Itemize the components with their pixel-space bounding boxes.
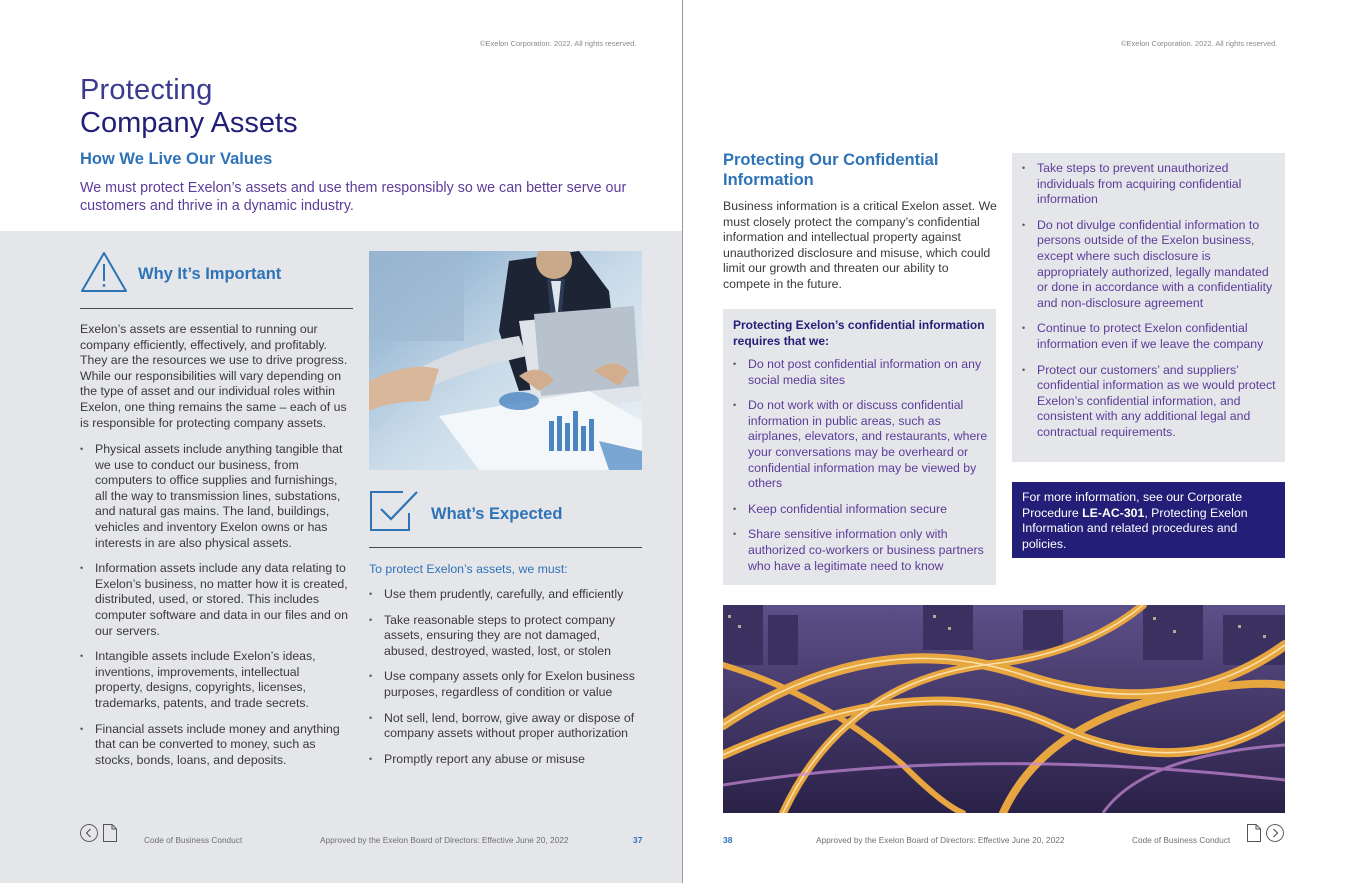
list-item: • Physical assets include anything tangible that we use to conduct our business, from computers to office supplies and furnishings, all the way to transmission lines, substations, and natural gas mains. The land, buildings, vehicles and inventory Exelon owns or has interests in are also physical assets. [80, 442, 350, 551]
requirements-lead: Protecting Exelon’s confidential information requires that we: [733, 318, 985, 348]
footer-approval: Approved by the Exelon Board of Directors: Effective June 20, 2022 [816, 835, 1065, 845]
list-item: • Do not divulge confidential information to persons outside of the Exelon business, except where such disclosure is appropriately authorized, legally mandated or done in accordance with a confidentiality and non-disclosure agreement [1022, 218, 1277, 312]
why-important-paragraph: Exelon’s assets are essential to running our company efficiently, effectively, and profitably. They are the resources we use to drive progress. While our responsibilities will vary depending on the type of asset and our individual roles within Exelon, one thing remains the same – each of us is responsible for protecting company assets. [80, 322, 348, 430]
list-item: • Promptly report any abuse or misuse [369, 752, 644, 768]
requirements-list [733, 357, 988, 584]
confidential-heading: Protecting Our Confidential Information [723, 151, 939, 189]
warning-icon [80, 250, 128, 294]
divider [80, 308, 353, 309]
list-item: • Not sell, lend, borrow, give away or dispose of company assets without proper authorization [369, 711, 644, 742]
list-item: • Use them prudently, carefully, and efficiently [369, 587, 644, 603]
section-subheading: How We Live Our Values [80, 150, 273, 168]
checkbox-icon [369, 489, 419, 533]
procedure-code[interactable]: LE-AC-301 [1082, 505, 1145, 520]
business-meeting-photo [369, 251, 642, 470]
requirements-list-continued [1022, 161, 1277, 451]
more-info-post: , Protecting Exelon Information and related procedures and policies. [1022, 505, 1248, 551]
list-item: • Do not work with or discuss confidential information in public areas, such as airplanes, elevators, and restaurants, where your conversations may be overheard or confidential information may be viewed by others [733, 398, 988, 492]
page-number: 38 [723, 835, 733, 845]
list-item: • Use company assets only for Exelon business purposes, regardless of condition or value [369, 669, 644, 700]
page-number: 37 [633, 835, 643, 845]
document-icon[interactable] [103, 824, 117, 842]
page-title-line1: Protecting [80, 74, 213, 106]
more-info-text [1022, 490, 1277, 552]
page-title-line2: Company Assets [80, 107, 298, 139]
whats-expected-heading: What’s Expected [431, 505, 563, 523]
confidential-paragraph: Business information is a critical Exelon asset. We must closely protect the company’s confidential information and intellectual property against unauthorized disclosure and misuse, which could limit our growth and threaten our ability to compete in the future. [723, 199, 997, 291]
intro-statement: We must protect Exelon’s assets and use them responsibly so we can better serve our customers and thrive in a dynamic industry. [80, 180, 627, 214]
why-important-heading: Why It’s Important [138, 265, 282, 283]
footer-doc-name: Code of Business Conduct [144, 835, 243, 845]
list-item: • Financial assets include money and anything that can be converted to money, such as stocks, bonds, loans, and deposits. [80, 722, 350, 769]
list-item: • Keep confidential information secure [733, 502, 988, 518]
divider [369, 547, 642, 548]
expectations-list [369, 587, 644, 777]
list-item: • Intangible assets include Exelon’s ideas, inventions, improvements, intellectual property, designs, copyrights, licenses, trademarks, patents, and trade secrets. [80, 649, 350, 711]
list-item: • Share sensitive information only with authorized co-workers or business partners who have a legitimate need to know [733, 527, 988, 574]
expected-lead-text: To protect Exelon’s assets, we must: [369, 562, 568, 576]
asset-types-list [80, 442, 350, 778]
list-item: • Take steps to prevent unauthorized individuals from acquiring confidential information [1022, 161, 1277, 208]
right-page [683, 0, 1365, 883]
list-item: • Protect our customers’ and suppliers’ confidential information as we would protect Exelon’s confidential information, and consistent with any additional legal and contractual requirements. [1022, 363, 1277, 441]
footer-approval: Approved by the Exelon Board of Directors: Effective June 20, 2022 [320, 835, 569, 845]
copyright-notice: ©Exelon Corporation. 2022. All rights reserved. [480, 39, 637, 48]
more-info-pre: For more information, see our Corporate Procedure [1022, 490, 1243, 520]
document-icon[interactable] [1247, 824, 1261, 842]
left-page [0, 0, 682, 883]
list-item: • Continue to protect Exelon confidential information even if we leave the company [1022, 321, 1277, 352]
more-info-callout [1012, 482, 1285, 558]
requirements-box [723, 309, 996, 585]
highway-interchange-photo [723, 605, 1285, 813]
list-item: • Take reasonable steps to protect company assets, ensuring they are not damaged, abused, destroyed, wasted, lost, or stolen [369, 613, 644, 660]
footer-doc-name: Code of Business Conduct [1132, 835, 1231, 845]
chevron-right-icon[interactable] [1266, 824, 1284, 842]
chevron-left-icon[interactable] [80, 824, 98, 842]
copyright-notice: ©Exelon Corporation. 2022. All rights reserved. [1121, 39, 1278, 48]
list-item: • Information assets include any data relating to Exelon’s business, no matter how it is created, distributed, used, or stored. This includes computer software and data in our files and on our servers. [80, 561, 350, 639]
list-item: • Do not post confidential information on any social media sites [733, 357, 988, 388]
requirements-continued-box [1012, 153, 1285, 462]
